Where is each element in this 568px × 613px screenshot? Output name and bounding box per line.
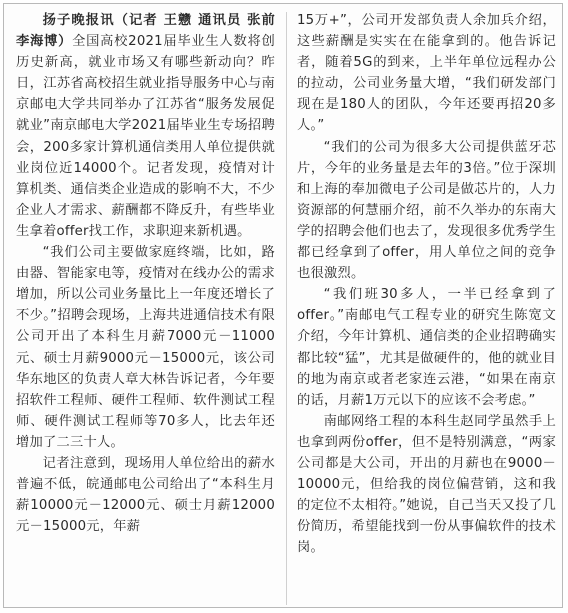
paragraph-salary-intro: 记者注意到，现场用人单位给出的薪水普遍不低，皖通邮电公司给出了“本科生月薪10000元－12000元、硕士月薪12000元－15000元，年薪 [16,455,275,535]
paragraph-zhao: 南邮网络工程的本科生赵同学虽然手上也拿到两份offer，但不是特别满意，“两家公司都是大公司，开出的月薪也在9000－10000元，但给我的岗位偏营销，这和我的定位不太相符。”她说，自己当天又投了几份简历，希望能找到一份从事偏软件的技术岗。 [297,413,556,556]
article-column-right [297,10,556,558]
column-divider [286,12,287,605]
lead-text: 全国高校2021届毕业生人数将创历史新高，就业市场又有哪些新动向？昨日，江苏省高校招生就业指导服务中心与南京邮电大学共同举办了江苏省“服务发展促就业”南京邮电大学2021届毕业生专场招聘会，200多家计算机通信类用人单位提供就业岗位近14000个。记者发现，疫情对计算机类、通信类企业造成的影响不大，不少企业人才需求、薪酬都不降反升，有些毕业生拿着offer找工作，求职迎来新机遇。 [16,34,275,239]
paragraph-chen-kuanwen: “我们班30多人，一半已经拿到了offer。”南邮电气工程专业的研究生陈宽文介绍，今年计算机、通信类的企业招聘确实都比较“猛”，尤其是做硬件的，他的就业目的地为南京或者老家连云港，“如果在南京的话，月薪1万元以下的应该不会考虑。” [297,287,556,408]
paragraph-wantong-continued: 15万+”，公司开发部负责人余加兵介绍，这些薪酬是实实在在能拿到的。他告诉记者，随着5G的到来，上半年单位远程办公的拉动，公司业务量大增，“我们研发部门现在是180人的团队，今年还要再招20多人。” [297,13,556,134]
paragraph-shanghai-gongjin: “我们公司主要做家庭终端，比如，路由器、智能家电等，疫情对在线办公的需求增加，所以公司业务量比上一年度还增长了不少。”招聘会现场，上海共进通信技术有限公司开出了本科生月薪7000元－11000元、硕士月薪9000元－15000元，该公司华东地区的负责人章大林告诉记者，今年要招软件工程师、硬件工程师、软件测试工程师、硬件测试工程师等70多人，比去年还增加了二三十人。 [16,245,275,450]
lead-paragraph [16,10,275,242]
article-frame [3,3,563,608]
article-column-left [16,10,275,537]
byline-reporters: （记者 王戆 通讯员 张前 李海博） [16,13,275,50]
byline-agency: 扬子晚报讯 [42,13,115,28]
paragraph-fengjia: “我们的公司为很多大公司提供蓝牙芯片，今年的业务量是去年的3倍。”位于深圳和上海的奉加微电子公司是做芯片的，人力资源部的何慧丽介绍，前不久举办的东南大学的招聘会他们也去了，发现很多优秀学生都已经拿到了offer，用人单位之间的竞争也很激烈。 [297,139,556,282]
